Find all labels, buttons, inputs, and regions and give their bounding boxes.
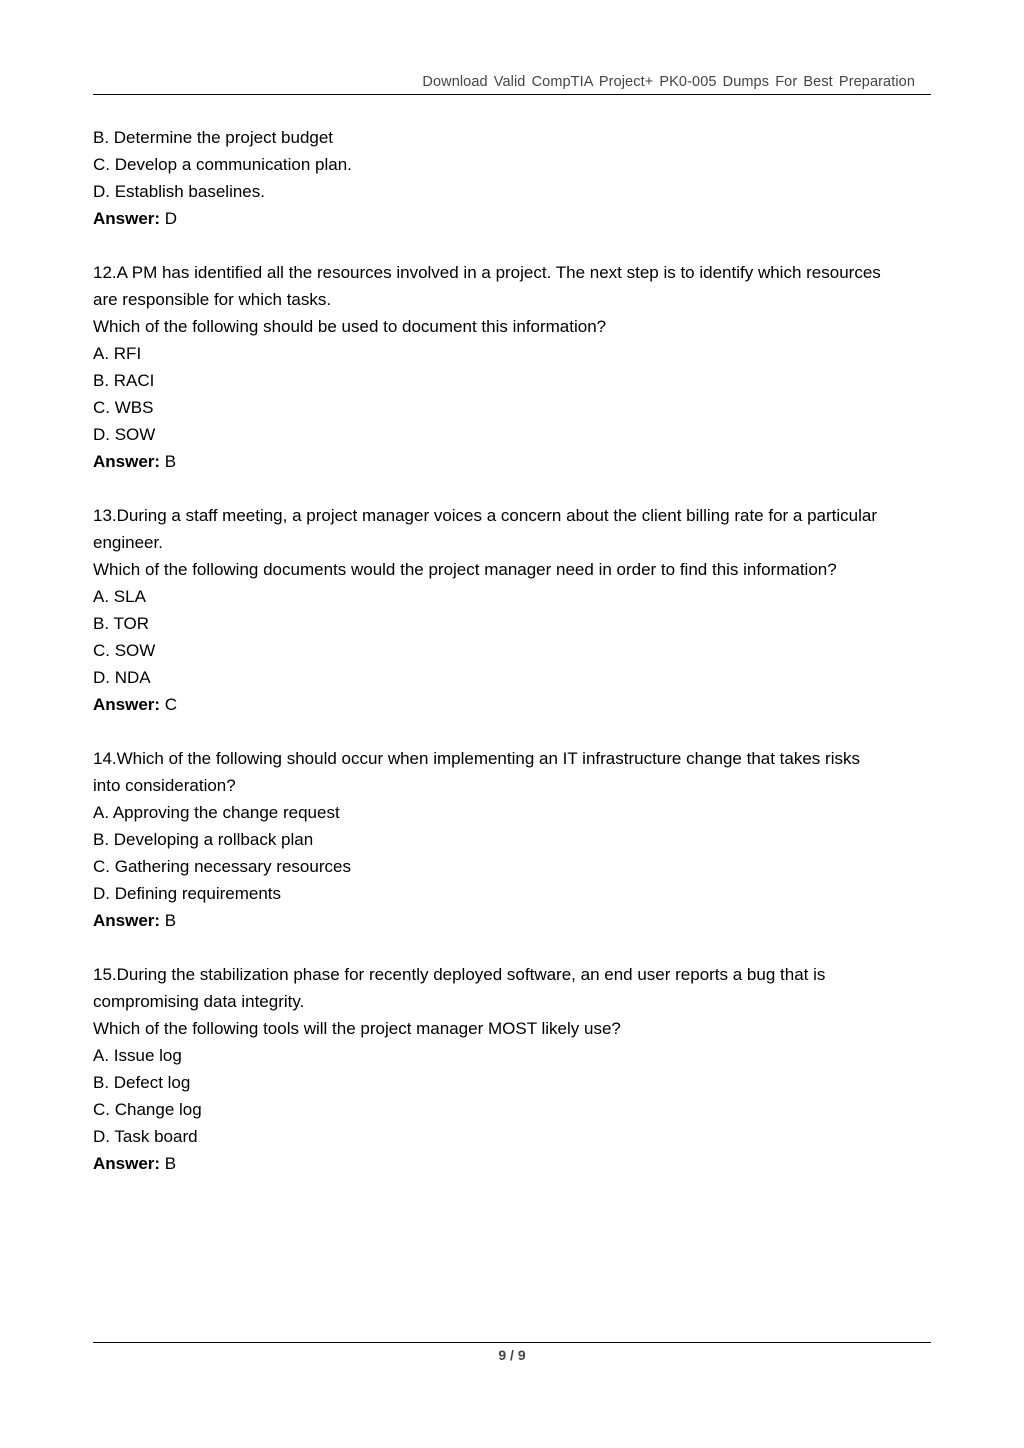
option-line: D. SOW	[93, 425, 156, 444]
option-line: A. Approving the change request	[93, 803, 340, 822]
option-line: C. Change log	[93, 1100, 202, 1119]
option-line: C. SOW	[93, 641, 156, 660]
answer-label: Answer:	[93, 1154, 161, 1173]
option-line: A. RFI	[93, 344, 142, 363]
option-line: D. NDA	[93, 668, 151, 687]
option-line: A. SLA	[93, 587, 146, 606]
question-stem-line: 12.A PM has identified all the resources involved in a project. The next step is to identify which resources	[93, 263, 881, 282]
answer-line	[93, 448, 933, 475]
question-stem-line: engineer.	[93, 533, 163, 552]
answer-label: Answer:	[93, 911, 161, 930]
answer-value: B	[160, 452, 177, 471]
question-block-11	[93, 124, 933, 232]
option-line: A. Issue log	[93, 1046, 182, 1065]
page-number: 9 / 9	[498, 1347, 526, 1363]
option-line: D. Defining requirements	[93, 884, 282, 903]
question-block-14	[93, 745, 933, 934]
answer-line	[93, 1150, 933, 1177]
header-title: Download Valid CompTIA Project+ PK0-005 Dumps For Best Preparation	[422, 74, 915, 90]
option-line: B. TOR	[93, 614, 150, 633]
option-line: D. Establish baselines.	[93, 182, 265, 201]
answer-label: Answer:	[93, 209, 161, 228]
spacer	[93, 232, 933, 259]
question-stem-line: 15.During the stabilization phase for recently deployed software, an end user reports a bug that is	[93, 965, 826, 984]
question-block-13	[93, 502, 933, 718]
question-stem-line: compromising data integrity.	[93, 992, 305, 1011]
page-header	[93, 72, 931, 95]
option-line: B. Determine the project budget	[93, 128, 334, 147]
question-prompt: Which of the following documents would the project manager need in order to find this information?	[93, 560, 837, 579]
answer-line	[93, 691, 933, 718]
document-body	[93, 124, 933, 1177]
question-stem-line: are responsible for which tasks.	[93, 290, 332, 309]
answer-value: B	[160, 1154, 177, 1173]
answer-label: Answer:	[93, 452, 161, 471]
option-line: B. Defect log	[93, 1073, 191, 1092]
option-line: B. RACI	[93, 371, 155, 390]
spacer	[93, 475, 933, 502]
question-stem-line: 14.Which of the following should occur when implementing an IT infrastructure change that takes risks	[93, 749, 860, 768]
option-line: B. Developing a rollback plan	[93, 830, 314, 849]
question-prompt: Which of the following should be used to document this information?	[93, 317, 607, 336]
answer-label: Answer:	[93, 695, 161, 714]
answer-line	[93, 907, 933, 934]
question-stem-line: 13.During a staff meeting, a project manager voices a concern about the client billing rate for a particular	[93, 506, 878, 525]
answer-value: B	[160, 911, 177, 930]
option-line: C. Develop a communication plan.	[93, 155, 352, 174]
question-prompt: Which of the following tools will the project manager MOST likely use?	[93, 1019, 621, 1038]
spacer	[93, 718, 933, 745]
option-line: C. Gathering necessary resources	[93, 857, 351, 876]
answer-value: D	[160, 209, 178, 228]
option-line: C. WBS	[93, 398, 154, 417]
answer-value: C	[160, 695, 178, 714]
spacer	[93, 934, 933, 961]
answer-line	[93, 205, 933, 232]
page-footer	[93, 1342, 931, 1363]
question-stem-line: into consideration?	[93, 776, 236, 795]
question-block-15	[93, 961, 933, 1177]
option-line: D. Task board	[93, 1127, 198, 1146]
question-block-12	[93, 259, 933, 475]
